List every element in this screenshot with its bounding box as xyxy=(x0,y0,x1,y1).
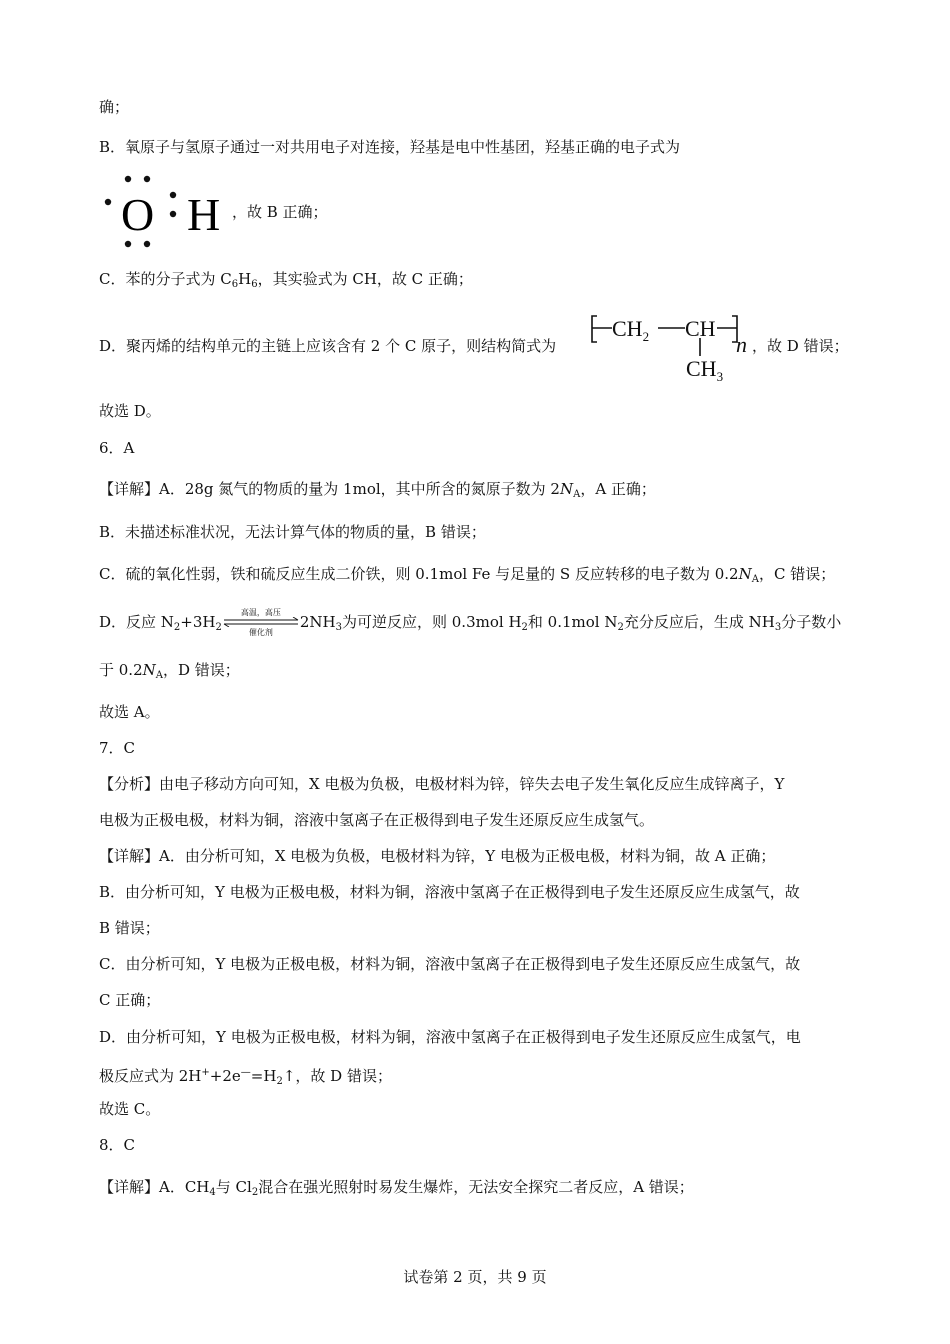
text-line: C 正确； xyxy=(99,991,161,1009)
text-line: 极反应式为 $2H^++2e^—=H_2↑$，故 D 错误； xyxy=(99,1067,392,1087)
text-line: C．由分析可知，Y 电极为正极电极，材料为铜，溶液中氢离子在正极得到电子发生还原反应生成氢气，故 xyxy=(99,955,801,973)
svg-text:CH3: $CH_3$ xyxy=(686,356,724,384)
question-answer: 6．A xyxy=(99,439,135,457)
svg-text:CH2: $CH_2$ xyxy=(612,316,650,344)
text-line: 【详解】A．由分析可知，X 电极为负极，电极材料为锌，Y 电极为正极电极，材料为铜，故 A 正确； xyxy=(99,847,776,865)
text-line: D．反应 $N_2+3H_2$ 高温，高压 催化剂 $2NH_3$为可逆反应，则 0.3mol $H_2$和 0.1mol $N_2$充分反应后，生成 $NH_3$分子数小 xyxy=(99,608,842,637)
text-line: 【详解】A．28g 氮气的物质的量为 1mol，其中所含的氮原子数为 $2N_A$，A 正确； xyxy=(99,480,656,500)
svg-text:n: n xyxy=(736,332,747,357)
text-line: D．聚丙烯的结构单元的主链上应该含有 2 个 C 原子，则结构简式为 xyxy=(99,337,557,355)
text-line: B．未描述标准状况，无法计算气体的物质的量，B 错误； xyxy=(99,523,486,541)
text-line: 故选 A。 xyxy=(99,703,160,721)
question-answer: 8．C xyxy=(99,1136,136,1154)
text-line: 电极为正极电极，材料为铜，溶液中氢离子在正极得到电子发生还原反应生成氢气。 xyxy=(99,811,655,829)
text-line: 确； xyxy=(99,98,130,116)
text-line: 【分析】由电子移动方向可知，X 电极为负极，电极材料为锌，锌失去电子发生氧化反应生成锌离子，Y xyxy=(99,775,785,793)
hydrogen-symbol: H xyxy=(187,189,221,240)
reversible-arrow: 高温，高压 催化剂 xyxy=(222,612,300,634)
text-line: 故选 C。 xyxy=(99,1100,161,1118)
text-line: B 错误； xyxy=(99,919,160,937)
text-line: ，故 B 正确； xyxy=(232,203,328,221)
text-line: D．由分析可知，Y 电极为正极电极，材料为铜，溶液中氢离子在正极得到电子发生还原反应生成氢气，电 xyxy=(99,1028,801,1046)
svg-text:CH: CH xyxy=(685,316,716,341)
text-line: C．苯的分子式为 $C_6H_6$，其实验式为 CH，故 C 正确； xyxy=(99,270,473,290)
text-line: 【详解】A．$CH_4$与 $Cl_2$混合在强光照射时易发生爆炸，无法安全探究二者反应，A 错误； xyxy=(99,1178,694,1198)
text-line: C．硫的氧化性弱，铁和硫反应生成二价铁，则 0.1mol Fe 与足量的 S 反应转移的电子数为 $0.2N_A$，C 错误； xyxy=(99,565,836,585)
text-line: ，故 D 错误； xyxy=(752,337,849,355)
polypropylene-formula xyxy=(590,312,750,384)
hydroxyl-electron-formula xyxy=(99,172,239,252)
text-line: B．氧原子与氢原子通过一对共用电子对连接，羟基是电中性基团，羟基正确的电子式为 xyxy=(99,138,681,156)
text-line: 于 $0.2N_A$，D 错误； xyxy=(99,661,240,681)
text-line: B．由分析可知，Y 电极为正极电极，材料为铜，溶液中氢离子在正极得到电子发生还原反应生成氢气，故 xyxy=(99,883,800,901)
oxygen-symbol: O xyxy=(121,189,155,240)
page-footer: 试卷第 2 页，共 9 页 xyxy=(403,1268,547,1286)
question-answer: 7．C xyxy=(99,739,136,757)
text-line: 故选 D。 xyxy=(99,402,161,420)
